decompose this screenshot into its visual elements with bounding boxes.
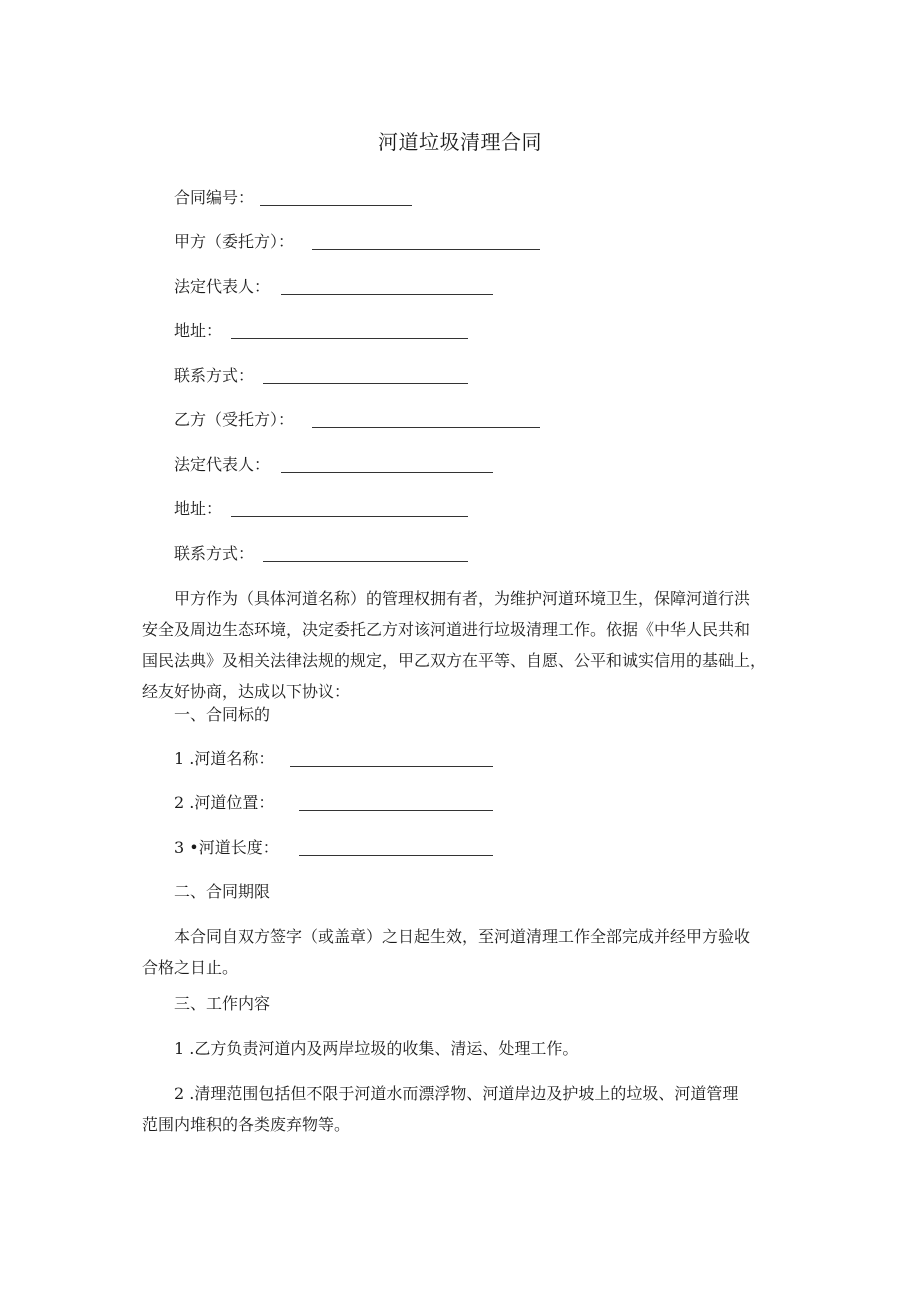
work-item-2-line-1: 2 .清理范围包括但不限于河道水而漂浮物、河道岸边及护坡上的垃圾、河道管理 <box>174 1084 739 1103</box>
contract-no-label: 合同编号： <box>174 188 255 207</box>
party-b-row <box>174 410 294 430</box>
work-item-2 <box>142 1078 786 1140</box>
party-b-addr-label: 地址： <box>174 499 223 518</box>
party-b-blank <box>312 427 540 428</box>
document-title: 河道垃圾清理合同 <box>378 130 542 154</box>
river-length-blank <box>299 855 493 856</box>
contract-no-row <box>174 188 254 208</box>
party-a-blank <box>312 249 540 250</box>
work-item-2-line-2: 范围内堆积的各类废弃物等。 <box>142 1115 351 1134</box>
intro-line-3: 国民法典》及相关法律法规的规定，甲乙双方在平等、自愿、公平和诚实信用的基础上， <box>142 651 767 670</box>
party-b-rep-blank <box>281 472 493 473</box>
river-location-blank <box>299 810 493 811</box>
party-a-contact-blank <box>263 383 468 384</box>
river-length-label: 3 •河道长度： <box>174 838 279 857</box>
intro-line-1: 甲方作为（具体河道名称）的管理权拥有者，为维护河道环境卫生，保障河道行洪 <box>174 589 751 608</box>
party-a-contact-label: 联系方式： <box>174 366 255 385</box>
section-1-heading: 一、合同标的 <box>174 705 271 724</box>
river-location-row <box>174 793 274 813</box>
river-name-blank <box>290 766 493 767</box>
party-b-contact-blank <box>263 561 468 562</box>
contract-no-blank <box>260 205 412 206</box>
party-a-row <box>174 232 294 252</box>
party-a-label: 甲方（委托方）： <box>174 232 295 251</box>
river-location-label: 2 .河道位置： <box>174 793 275 812</box>
party-b-contact-label: 联系方式： <box>174 544 255 563</box>
section-3-heading: 三、工作内容 <box>174 994 271 1013</box>
river-name-label: 1 .河道名称： <box>174 749 275 768</box>
party-a-rep-label: 法定代表人： <box>174 277 271 296</box>
party-b-label: 乙方（受托方）： <box>174 410 295 429</box>
party-a-rep-row <box>174 277 270 297</box>
party-a-addr-blank <box>231 338 468 339</box>
intro-line-4: 经友好协商，达成以下协议： <box>142 682 351 701</box>
party-b-addr-blank <box>231 516 468 517</box>
party-b-rep-label: 法定代表人： <box>174 455 271 474</box>
party-b-contact-row <box>174 544 254 564</box>
river-name-row <box>174 749 274 769</box>
party-a-contact-row <box>174 366 254 386</box>
party-b-rep-row <box>174 455 270 475</box>
party-a-addr-row <box>174 321 222 341</box>
term-paragraph <box>142 921 786 983</box>
party-a-rep-blank <box>281 294 493 295</box>
river-length-row <box>174 838 279 858</box>
intro-line-2: 安全及周边生态环境，决定委托乙方对该河道进行垃圾清理工作。依据《中华人民共和 <box>142 620 751 639</box>
work-item-1: 1 .乙方负责河道内及两岸垃圾的收集、清运、处理工作。 <box>174 1039 579 1058</box>
term-line-2: 合格之日止。 <box>142 958 239 977</box>
term-line-1: 本合同自双方签字（或盖章）之日起生效，至河道清理工作全部完成并经甲方验收 <box>174 927 751 946</box>
intro-paragraph <box>142 583 786 707</box>
party-a-addr-label: 地址： <box>174 321 223 340</box>
section-2-heading: 二、合同期限 <box>174 882 271 901</box>
party-b-addr-row <box>174 499 222 519</box>
